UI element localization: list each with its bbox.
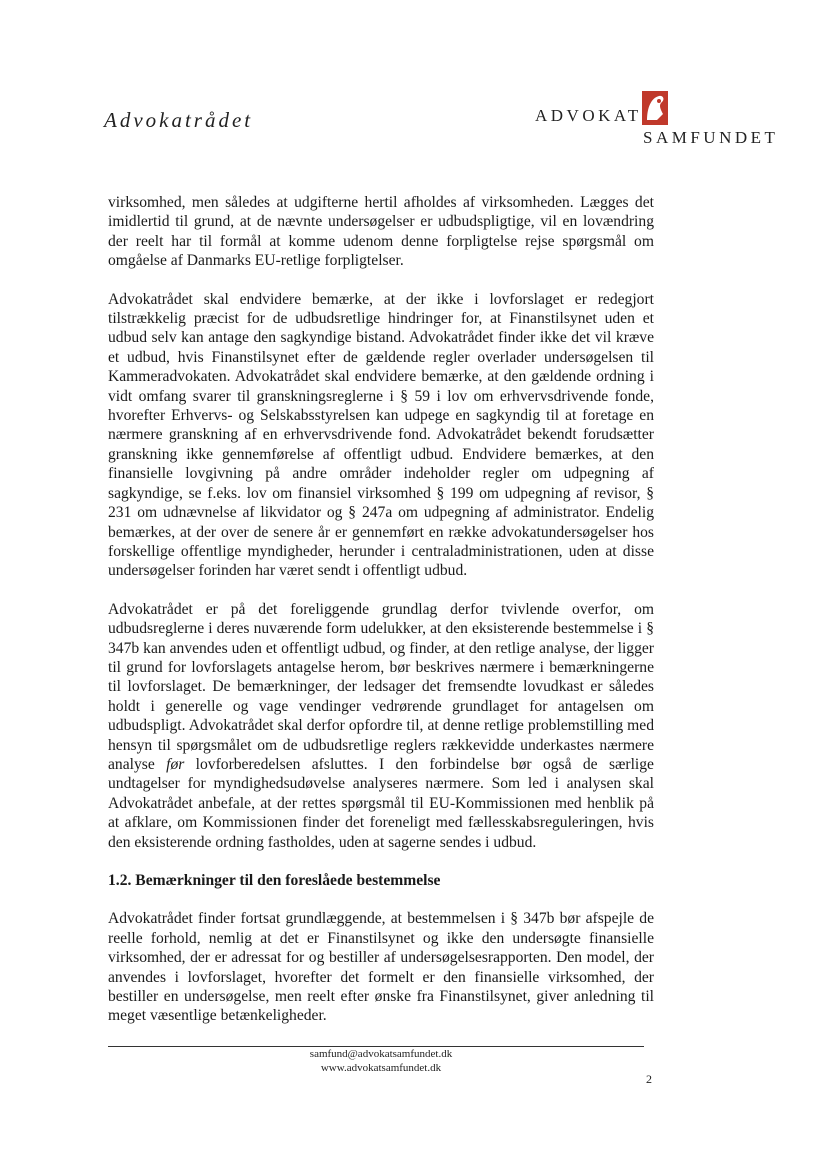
- paragraph-1: virksomhed, men således at udgifterne hertil afholdes af virksomheden. Lægges det imidlertid til grund, at de nævnte undersøgelser er udbudspligtige, vil en lovændring der reelt har til formål at komme udenom denne forpligtelse rejse spørgsmål om omgåelse af Danmarks EU-retlige forpligtelser.: [108, 194, 654, 270]
- footer-email: samfund@advokatsamfundet.dk: [309, 1048, 453, 1060]
- paragraph-3-part-1: Advokatrådet er på det foreliggende grundlag derfor tvivlende overfor, om udbudsreglerne i deres nuværende form udelukker, at den eksisterende bestemmelse i § 347b kan anvendes uden et offentligt udbud, og finder, at den retlige analyse, der ligger til grund for lovforslagets antagelse herom, bør beskrives nærmere i bemærkningerne til lovforslaget. De bemærkninger, der ledsager det fremsendte lovudkast er således holdt i generelle og vage vendinger vedrørende grundlaget for antagelsen om udbudspligt. Advokatrådet skal derfor opfordre til, at denne retlige problemstilling med hensyn til spørgsmålet om de udbudsretlige reglers rækkevidde underkastes nærmere analyse: [108, 600, 654, 773]
- advokatsamfundet-logo: [535, 90, 785, 150]
- footer-website: www.advokatsamfundet.dk: [320, 1062, 442, 1074]
- logo-text-top: ADVOKAT: [535, 106, 642, 125]
- paragraph-3: [108, 600, 654, 852]
- paragraph-3-part-2: lovforberedelsen afsluttes. I den forbindelse bør også de særlige undtagelser for myndighedsudøvelse analyseres nærmere. Som led i analysen skal Advokatrådet anbefale, at der rettes spørgsmål til EU-Kommissionen med henblik på at afklare, om Kommissionen finder det foreneligt med fællesskabsreguleringen, hvis den eksisterende ordning fastholdes, uden at sagerne sendes i udbud.: [108, 755, 654, 851]
- footer-contact: [108, 1047, 654, 1075]
- document-body: [108, 193, 654, 1045]
- logo-emblem-icon: [641, 90, 669, 126]
- logo-text-bottom: SAMFUNDET: [643, 128, 779, 147]
- paragraph-3-emphasis: før: [166, 755, 185, 773]
- paragraph-2: Advokatrådet skal endvidere bemærke, at der ikke i lovforslaget er redegjort tilstrækkelig præcist for de udbudsretlige hindringer for, at Finanstilsynet uden et udbud selv kan antage den sagkyndige bistand. Advokatrådet finder ikke det vil kræve et udbud, hvis Finanstilsynet efter de gældende regler overlader undersøgelsen til Kammeradvokaten. Advokatrådet skal endvidere bemærke, at den gældende ordning i vidt omfang svarer til granskningsreglerne i § 59 i lov om erhvervsdrivende fonde, hvorefter Erhvervs- og Selskabsstyrelsen kan udpege en sagkyndig til at foretage en nærmere granskning af en erhvervsdrivende fond. Advokatrådet bekendt forudsætter granskning ikke gennemførelse af offentligt udbud. Endvidere bemærkes, at den finansielle lovgivning på andre områder indeholder regler om udpegning af sagkyndige, se f.eks. lov om finansiel virksomhed § 199 om udpegning af revisor, § 231 om udnævnelse af likvidator og § 247a om udpegning af administrator. Endelig bemærkes, at der over de senere år er gennemført en række advokatundersøgelser hos forskellige offentlige myndigheder, herunder i centraladministrationen, uden at disse undersøgelser forinden har været sendt i offentligt udbud.: [108, 290, 654, 580]
- section-heading: 1.2. Bemærkninger til den foreslåede bestemmelse: [108, 872, 441, 889]
- header-title: Advokatrådet: [104, 108, 254, 132]
- paragraph-4: Advokatrådet finder fortsat grundlæggende, at bestemmelsen i § 347b bør afspejle de reelle forhold, nemlig at det er Finanstilsynet og ikke den undersøgte finansielle virksomhed, der er adressat for og bestiller af undersøgelsesrapporten. Den model, der anvendes i lovforslaget, hvorefter det formelt er den finansielle virksomhed, der bestiller en undersøgelse, men reelt efter ønske fra Finanstilsynet, giver anledning til meget væsentlige betænkeligheder.: [108, 910, 654, 1025]
- page-number: 2: [646, 1072, 652, 1086]
